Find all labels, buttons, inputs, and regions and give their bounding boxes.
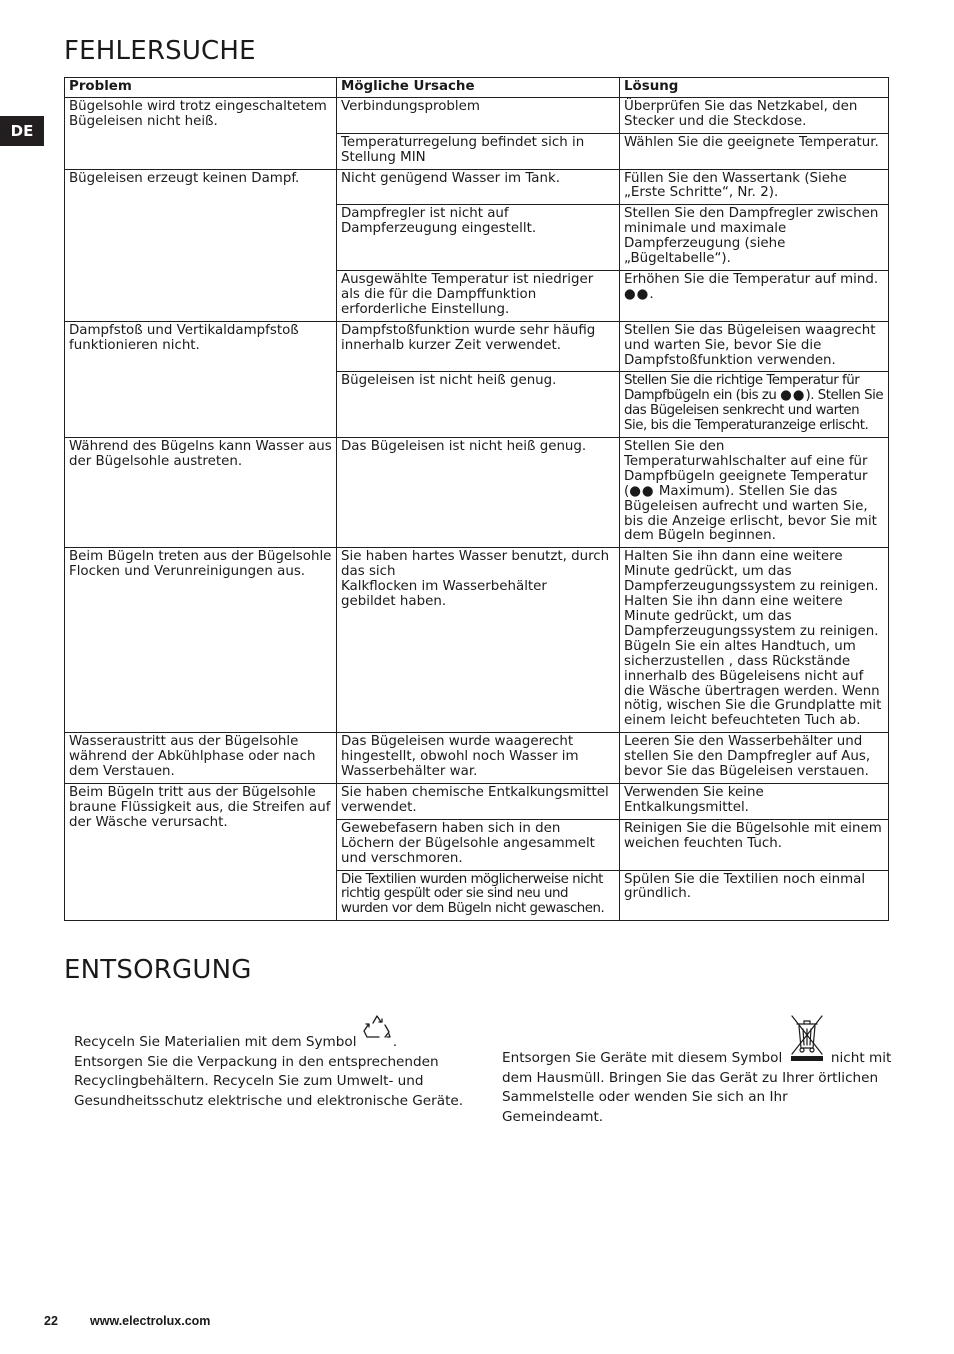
disposal-left-text-b: . <box>392 1034 398 1050</box>
language-tab-label: DE <box>10 122 34 140</box>
table-row <box>65 733 889 784</box>
solution-cell <box>620 270 889 321</box>
cause-line: Sie haben hartes Wasser benutzt, durch das sich <box>341 549 610 580</box>
temperature-dots-icon: ●● <box>780 388 806 404</box>
recycle-icon <box>361 1012 393 1042</box>
solution-cell <box>620 438 889 548</box>
cause-cell: Die Textilien wurden möglicherweise nicht richtig gespült oder sie sind neu und wurden vor dem Bügeln nicht gewaschen. <box>337 870 620 921</box>
disposal-left-text-c: Entsorgen Sie die Verpackung in den entsprechenden Recyclingbehältern. Recyceln Sie zum Umwelt- und Gesundheitsschutz elektrische und elektronische Geräte. <box>74 1053 464 1109</box>
problem-cell: Dampfstoß und Vertikaldampfstoß funktionieren nicht. <box>65 321 337 437</box>
cause-cell: Verbindungsproblem <box>337 97 620 133</box>
solution-cell: Stellen Sie das Bügeleisen waagrecht und warten Sie, bevor Sie die Dampfstoßfunktion verwenden. <box>620 321 889 372</box>
header-problem: Problem <box>65 78 337 98</box>
problem-cell: Beim Bügeln treten aus der Bügelsohle Flocken und Verunreinigungen aus. <box>65 548 337 733</box>
language-tab <box>0 116 44 146</box>
solution-cell: Verwenden Sie keine Entkalkungsmittel. <box>620 783 889 819</box>
crossed-out-bin-icon <box>787 1014 827 1064</box>
solution-cell: Überprüfen Sie das Netzkabel, den Stecker und die Steckdose. <box>620 97 889 133</box>
problem-cell: Bügelsohle wird trotz eingeschaltetem Bügeleisen nicht heiß. <box>65 97 337 169</box>
solution-cell: Reinigen Sie die Bügelsohle mit einem weichen feuchten Tuch. <box>620 819 889 870</box>
disposal-right-text-a: Entsorgen Sie Geräte mit diesem Symbol <box>502 1050 783 1066</box>
cause-cell: Das Bügeleisen wurde waagerecht hingestellt, obwohl noch Wasser im Wasserbehälter war. <box>337 733 620 784</box>
problem-cell: Beim Bügeln tritt aus der Bügelsohle braune Flüssigkeit aus, die Streifen auf der Wäsche verursacht. <box>65 783 337 920</box>
table-row <box>65 548 889 733</box>
problem-cell: Während des Bügelns kann Wasser aus der Bügelsohle austreten. <box>65 438 337 548</box>
temperature-dots-icon: ●● <box>624 286 650 302</box>
solution-cell <box>620 372 889 438</box>
table-header-row <box>65 78 889 98</box>
header-solution: Lösung <box>620 78 889 98</box>
section-title-disposal: ENTSORGUNG <box>64 955 252 985</box>
solution-text-end: ). Stellen Sie das Bügeleisen senkrecht und warten Sie, bis die Temperaturanzeige erlischt. <box>624 388 884 434</box>
disposal-recycling-text <box>74 1018 474 1111</box>
cause-cell: Nicht genügend Wasser im Tank. <box>337 169 620 205</box>
table-row <box>65 783 889 819</box>
table-row <box>65 169 889 205</box>
cause-cell: Dampfregler ist nicht auf Dampferzeugung eingestellt. <box>337 205 620 271</box>
disposal-weee-text <box>502 1018 892 1127</box>
problem-cell: Bügeleisen erzeugt keinen Dampf. <box>65 169 337 321</box>
table-row <box>65 438 889 548</box>
header-cause: Mögliche Ursache <box>337 78 620 98</box>
table-row <box>65 97 889 133</box>
page-number: 22 <box>44 1314 58 1328</box>
solution-cell: Halten Sie ihn dann eine weitere Minute gedrückt, um das Dampferzeugungssystem zu reinigen. Halten Sie ihn dann eine weitere Minute gedrückt, um das Dampferzeugungssystem zu reinigen. Bügeln Sie ein altes Handtuch, um sicherzustellen , dass Rückstände innerhalb des Bügeleisens nicht auf die Wäsche übertragen werden. Wenn nötig, wischen Sie die Grundplatte mit einem leicht befeuchteten Tuch ab. <box>620 548 889 733</box>
solution-cell: Leeren Sie den Wasserbehälter und stellen Sie den Dampfregler auf Aus, bevor Sie das Bügeleisen verstauen. <box>620 733 889 784</box>
section-title-troubleshooting: FEHLERSUCHE <box>64 36 256 66</box>
cause-cell: Sie haben chemische Entkalkungsmittel verwendet. <box>337 783 620 819</box>
solution-text-end: Maximum). Stellen Sie das Bügeleisen aufrecht und warten Sie, bis die Anzeige erlischt, bevor Sie mit dem Bügeln beginnen. <box>624 483 877 544</box>
table-row <box>65 321 889 372</box>
website-url: www.electrolux.com <box>90 1314 211 1328</box>
cause-cell: Bügeleisen ist nicht heiß genug. <box>337 372 620 438</box>
cause-line: gebildet haben. <box>341 594 447 610</box>
cause-cell: Das Bügeleisen ist nicht heiß genug. <box>337 438 620 548</box>
solution-text: Stellen Sie die richtige Temperatur für Dampfbügeln ein (bis zu <box>624 373 860 404</box>
cause-line: Kalkflocken im Wasserbehälter <box>341 579 547 595</box>
disposal-right-text-b: nicht mit dem Hausmüll. Bringen Sie das Gerät zu Ihrer örtlichen Sammelstelle oder wenden Sie sich an Ihr Gemeindeamt. <box>502 1050 892 1125</box>
cause-cell: Dampfstoßfunktion wurde sehr häufig innerhalb kurzer Zeit verwendet. <box>337 321 620 372</box>
cause-cell: Ausgewählte Temperatur ist niedriger als die für die Dampffunktion erforderliche Einstellung. <box>337 270 620 321</box>
problem-cell: Wasseraustritt aus der Bügelsohle während der Abkühlphase oder nach dem Verstauen. <box>65 733 337 784</box>
cause-cell: Temperaturregelung befindet sich in Stellung MIN <box>337 133 620 169</box>
solution-cell: Wählen Sie die geeignete Temperatur. <box>620 133 889 169</box>
troubleshooting-table <box>64 77 889 921</box>
solution-cell: Stellen Sie den Dampfregler zwischen minimale und maximale Dampferzeugung (siehe „Bügeltabelle“). <box>620 205 889 271</box>
disposal-left-text-a: Recyceln Sie Materialien mit dem Symbol <box>74 1034 357 1050</box>
cause-cell: Gewebefasern haben sich in den Löchern der Bügelsohle angesammelt und verschmoren. <box>337 819 620 870</box>
solution-text-end: . <box>649 286 654 302</box>
temperature-dots-icon: ●● <box>629 483 655 499</box>
solution-cell: Spülen Sie die Textilien noch einmal gründlich. <box>620 870 889 921</box>
solution-text: Erhöhen Sie die Temperatur auf mind. <box>624 271 879 287</box>
cause-cell <box>337 548 620 733</box>
solution-cell: Füllen Sie den Wassertank (Siehe „Erste Schritte“, Nr. 2). <box>620 169 889 205</box>
solution-text: Stellen Sie den Temperaturwahlschalter auf eine für Dampfbügeln geeignete Temperatur ( <box>624 439 868 499</box>
